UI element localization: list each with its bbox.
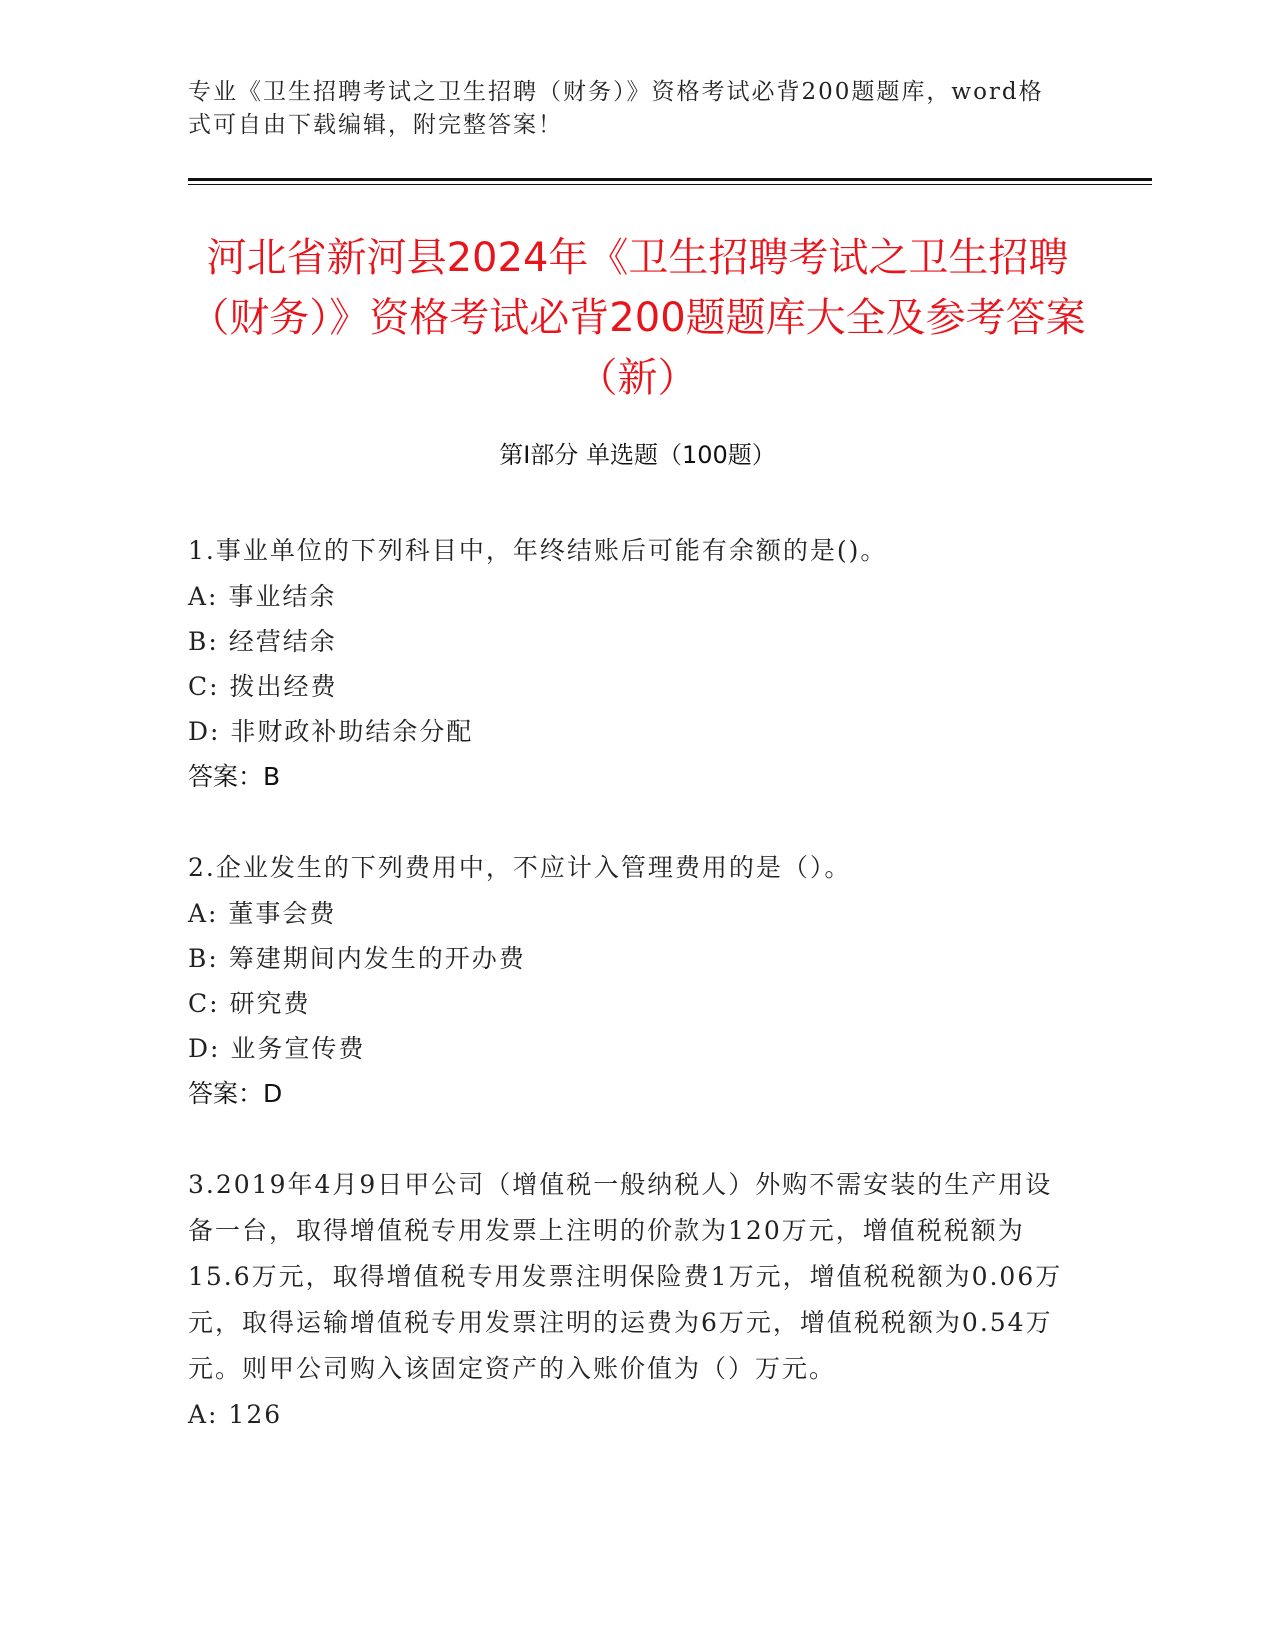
question-stem: 3.2019年4月9日甲公司（增值税一般纳税人）外购不需安装的生产用设备一台，取得增值税专用发票上注明的价款为120万元，增值税税额为15.6万元，取得增值税专用发票注明保险费1万元，增值税税额为0.06万元，取得运输增值税专用发票注明的运费为6万元，增值税税额为0.54万元。则甲公司购入该固定资产的入账价值为（）万元。 — [188, 1170, 1063, 1383]
answer: 答案：B — [188, 762, 281, 791]
option-a: A: 董事会费 — [188, 899, 337, 928]
answer: 答案：D — [188, 1079, 283, 1108]
question-stem: 2.企业发生的下列费用中，不应计入管理费用的是（）。 — [188, 853, 852, 882]
question-3 — [188, 1162, 1068, 1437]
question-2 — [188, 845, 1068, 1117]
question-1 — [188, 528, 1068, 800]
option-c: C: 拨出经费 — [188, 672, 338, 701]
option-b: B: 经营结余 — [188, 627, 337, 656]
option-a: A: 事业结余 — [188, 582, 337, 611]
section-heading: 第I部分 单选题（100题） — [499, 441, 776, 469]
option-d: D: 非财政补助结余分配 — [188, 717, 474, 746]
question-stem: 1.事业单位的下列科目中，年终结账后可能有余额的是()。 — [188, 536, 888, 565]
question-list — [188, 528, 1068, 1482]
option-d: D: 业务宣传费 — [188, 1034, 366, 1063]
header-note: 专业《卫生招聘考试之卫生招聘（财务）》资格考试必背200题题库，word格式可自由下载编辑，附完整答案！ — [188, 79, 1044, 138]
document-title: 河北省新河县2024年《卫生招聘考试之卫生招聘（财务）》资格考试必背200题题库大全及参考答案（新） — [189, 235, 1086, 401]
option-c: C: 研究费 — [188, 989, 311, 1018]
option-b: B: 筹建期间内发生的开办费 — [188, 944, 526, 973]
option-a: A: 126 — [188, 1400, 283, 1429]
header-divider-thick — [188, 178, 1152, 181]
header-divider-thin — [188, 184, 1152, 185]
